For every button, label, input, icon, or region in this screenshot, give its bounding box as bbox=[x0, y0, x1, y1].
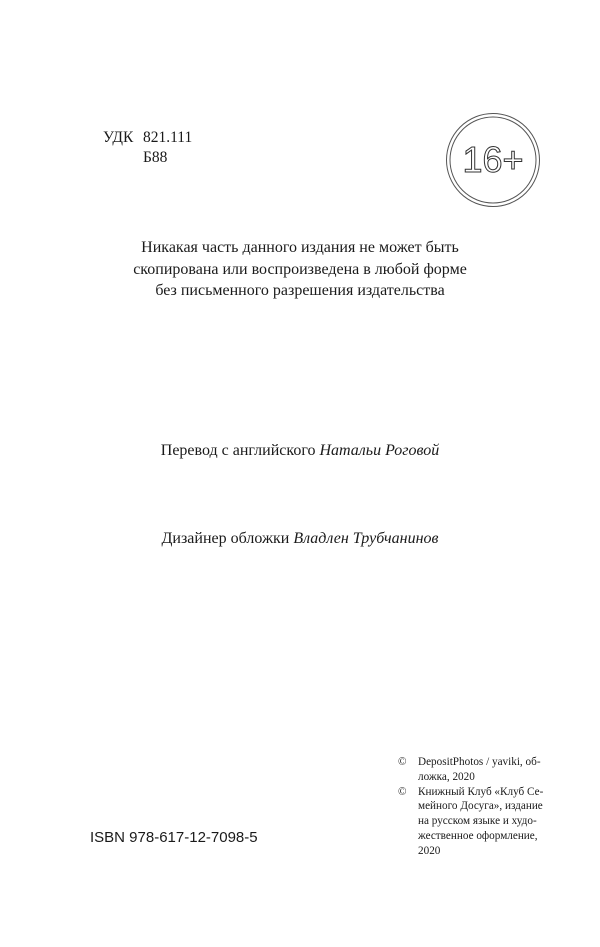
age-rating-text: 16+ bbox=[462, 139, 524, 180]
translation-prefix: Перевод с английского bbox=[160, 442, 320, 459]
cover-designer-prefix: Дизайнер обложки bbox=[161, 530, 294, 547]
notice-line: без письменного разрешения издательства bbox=[155, 282, 445, 299]
copyright-line: DepositPhotos / yaviki, об- bbox=[418, 756, 541, 768]
copyright-entry bbox=[398, 785, 558, 859]
cover-designer-credit bbox=[0, 529, 600, 549]
copyright-line: 2020 bbox=[418, 844, 441, 857]
copyright-line: жественное оформление, bbox=[418, 829, 538, 842]
copyright-entry bbox=[398, 755, 558, 785]
copyright-line: на русском языке и худо- bbox=[418, 815, 537, 828]
copyright-symbol: © bbox=[398, 785, 407, 798]
copyright-list bbox=[398, 755, 558, 859]
copyright-line: Книжный Клуб «Клуб Се- bbox=[418, 785, 544, 798]
udk-block bbox=[103, 128, 192, 168]
bbk-code: Б88 bbox=[143, 149, 168, 166]
copyright-notice bbox=[0, 237, 600, 302]
notice-line: скопирована или воспроизведена в любой форме bbox=[133, 260, 467, 278]
isbn: ISBN 978-617-12-7098-5 bbox=[90, 829, 258, 846]
copyright-line: ложка, 2020 bbox=[418, 770, 475, 783]
udk-label: УДК bbox=[103, 129, 134, 146]
copyright-line: мейного Досуга», издание bbox=[418, 800, 543, 813]
udk-code: 821.111 bbox=[143, 129, 193, 146]
age-rating-badge bbox=[445, 112, 541, 208]
notice-line: Никакая часть данного издания не может быть bbox=[141, 239, 459, 256]
translator-name: Натальи Роговой bbox=[319, 442, 440, 459]
copyright-symbol: © bbox=[398, 756, 407, 768]
translation-credit bbox=[0, 441, 600, 461]
cover-designer-name: Владлен Трубчанинов bbox=[293, 530, 439, 547]
